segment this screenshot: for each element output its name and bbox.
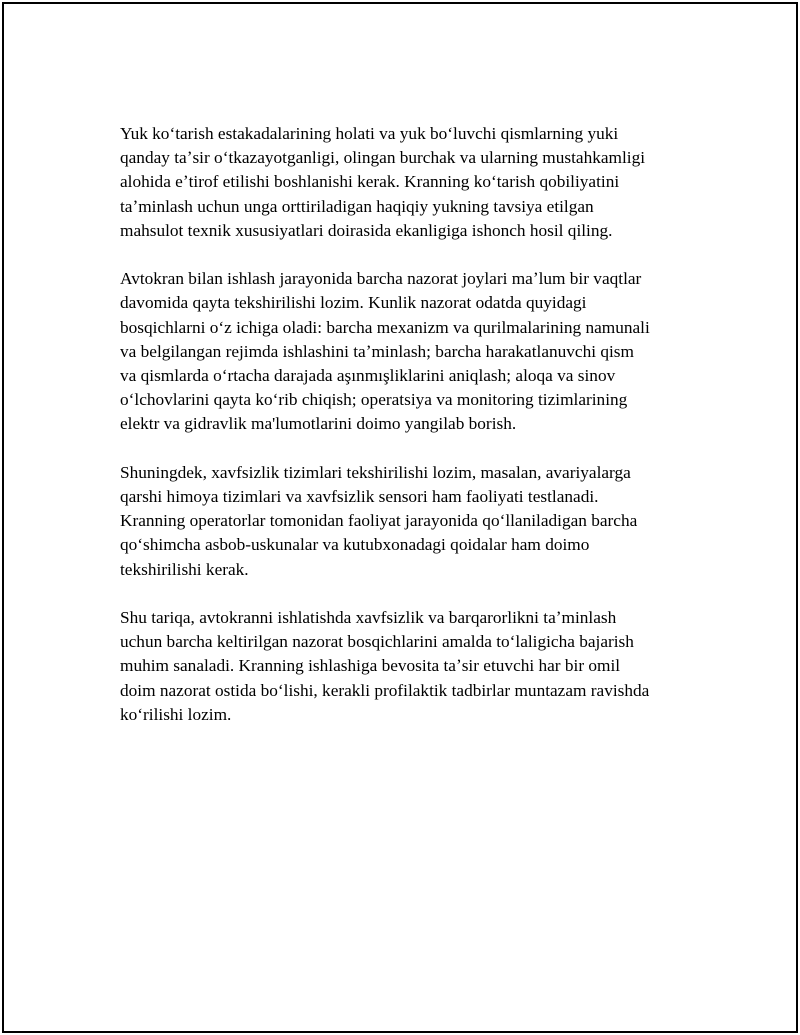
- paragraph-4: Shu tariqa, avtokranni ishlatishda xavfsizlik va barqarorlikni taʼminlash uchun barcha keltirilgan nazorat bosqichlarini amalda toʻlaligicha bajarish muhim sanaladi. Kranning ishlashiga bevosita taʼsir etuvchi har bir omil doim nazorat ostida boʻlishi, kerakli profilaktik tadbirlar muntazam ravishda koʻrilishi lozim.: [120, 608, 650, 724]
- document-page: [2, 2, 798, 1033]
- paragraph-1: Yuk koʻtarish estakadalarining holati va yuk boʻluvchi qismlarning yuki qanday taʼsir oʻtkazayotganligi, olingan burchak va ularning mustahkamligi alohida eʼtirof etilishi boshlanishi kerak. Kranning koʻtarish qobiliyatini taʼminlash uchun unga orttiriladigan haqiqiy yukning tavsiya etilgan mahsulot texnik xususiyatlari doirasida ekanligiga ishonch hosil qiling.: [120, 124, 646, 240]
- paragraph-2: Avtokran bilan ishlash jarayonida barcha nazorat joylari maʼlum bir vaqtlar davomida qayta tekshirilishi lozim. Kunlik nazorat odatda quyidagi bosqichlarni oʻz ichiga oladi: barcha mexanizm va qurilmalarining namunali va belgilangan rejimda ishlashini taʼminlash; barcha harakatlanuvchi qism va qismlarda oʻrtacha darajada aşınmışliklarini aniqlash; aloqa va sinov oʻlchovlarini qayta koʻrib chiqish; operatsiya va monitoring tizimlarining elektr va gidravlik ma'lumotlarini doimo yangilab borish.: [120, 269, 650, 434]
- document-body: [120, 122, 700, 751]
- paragraph-3: Shuningdek, xavfsizlik tizimlari tekshirilishi lozim, masalan, avariyalarga qarshi himoya tizimlari va xavfsizlik sensori ham faoliyati testlanadi. Kranning operatorlar tomonidan faoliyat jarayonida qoʻllaniladigan barcha qoʻshimcha asbob-uskunalar va kutubxonadagi qoidalar ham doimo tekshirilishi kerak.: [120, 462, 638, 579]
